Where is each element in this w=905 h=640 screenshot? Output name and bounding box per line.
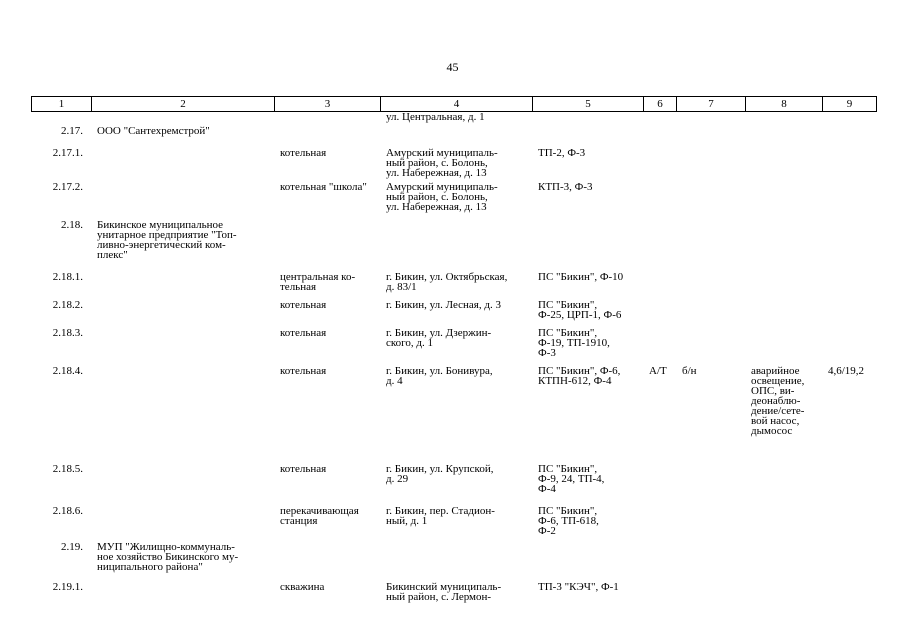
table-cell: 2.18.3. [52,327,83,339]
table-cell: перекачивающая станция [280,505,359,527]
table-row [31,220,876,272]
table-cell [91,506,274,542]
table-cell [643,182,676,220]
table-cell [822,542,876,582]
table-cell [643,328,676,366]
table-cell [643,506,676,542]
table-cell [643,148,676,182]
table-cell [643,112,676,126]
table-cell [676,464,745,506]
table-cell [91,272,274,300]
table-cell: г. Бикин, пер. Стадион- ный, д. 1 [386,505,495,527]
table-cell [745,542,822,582]
table-cell [91,582,274,608]
table-cell: Амурский муниципаль- ный район, с. Болонь, ул. Набережная, д. 13 [386,181,498,213]
table-cell: ООО "Сантехремстрой" [97,125,210,137]
table-cell [822,464,876,506]
table-cell [532,220,643,272]
table-cell [745,464,822,506]
table-cell [274,126,380,148]
table-cell [676,582,745,608]
table-cell [676,542,745,582]
table-cell [822,582,876,608]
table-body [31,112,876,608]
table-cell [380,220,532,272]
table-cell [532,112,643,126]
col-header: 1 [32,97,92,112]
table-cell [822,272,876,300]
table-header [31,96,877,112]
col-header: 8 [746,97,823,112]
table-cell [745,126,822,148]
page-number: 45 [446,60,459,74]
table-row [31,148,876,182]
table-cell: г. Бикин, ул. Лесная, д. 3 [386,299,501,311]
table-cell: ПС "Бикин", Ф-19, ТП-1910, Ф-3 [538,327,610,359]
table-cell: Амурский муниципаль- ный район, с. Болонь, ул. Набережная, д. 13 [386,147,498,179]
table-cell [91,366,274,464]
table-cell [676,506,745,542]
table-cell [745,272,822,300]
table-row [31,300,876,328]
table-cell [676,112,745,126]
table-cell: 4,6/19,2 [828,365,865,377]
table-cell [822,506,876,542]
table-cell: 2.19. [61,541,83,553]
col-header: 4 [381,97,533,112]
table-cell [676,148,745,182]
table-cell [91,464,274,506]
table-cell: ПС "Бикин", Ф-9, 24, ТП-4, Ф-4 [538,463,605,495]
table-cell: Бикинское муниципальное унитарное предприятие "Топ- ливно-энергетический ком- плекс" [97,219,237,261]
table-cell: 2.18.1. [52,271,83,283]
table-cell [91,182,274,220]
table-cell [380,126,532,148]
table-cell: 2.18.2. [52,299,83,311]
table-cell [643,582,676,608]
table-cell: 2.18.4. [52,365,83,377]
table-cell [745,220,822,272]
table-cell: Бикинский муниципаль- ный район, с. Лермон- [386,581,502,603]
table-cell: 2.18.5. [52,463,83,475]
col-header: 9 [823,97,877,112]
table-cell [91,328,274,366]
table-cell [380,542,532,582]
table-cell: 2.17. [61,125,83,137]
table-row [31,464,876,506]
table-row [31,272,876,300]
table-cell [643,220,676,272]
table-cell: б/н [682,365,697,377]
table-cell [274,542,380,582]
table-cell: КТП-3, Ф-3 [538,181,593,193]
table-cell: котельная [280,327,327,339]
table-cell: ПС "Бикин", Ф-6, КТПН-612, Ф-4 [538,365,621,387]
table-cell [745,148,822,182]
table-cell: котельная [280,463,327,475]
table-cell [643,542,676,582]
table-cell [274,220,380,272]
table-cell [745,182,822,220]
table-cell [676,182,745,220]
table-row [31,126,876,148]
table-cell [643,126,676,148]
table-cell [274,112,380,126]
table-cell: ПС "Бикин", Ф-25, ЦРП-1, Ф-6 [538,299,622,321]
table-cell [532,542,643,582]
table-row [31,328,876,366]
col-header: 6 [644,97,677,112]
table-row [31,506,876,542]
table-cell: котельная [280,147,327,159]
table-cell: ПС "Бикин", Ф-6, ТП-618, Ф-2 [538,505,599,537]
table-row [31,112,876,126]
table-cell: 2.17.2. [52,181,83,193]
table-cell [676,300,745,328]
table-cell: аварийное освещение, ОПС, ви- деонаблю- дение/сете- вой насос, дымосос [751,365,805,437]
table-cell [822,126,876,148]
table-cell [822,220,876,272]
table-cell [822,182,876,220]
table-cell [745,506,822,542]
col-header: 5 [533,97,644,112]
table-row [31,542,876,582]
table-cell: котельная [280,299,327,311]
table-cell [676,272,745,300]
table-cell: котельная [280,365,327,377]
table-row [31,366,876,464]
table-cell [532,126,643,148]
col-header: 2 [92,97,275,112]
table-cell [745,112,822,126]
table-cell: МУП "Жилищно-коммуналь- ное хозяйство Бикинского му- ниципального района" [97,541,239,573]
table-row [31,582,876,608]
table-cell [91,148,274,182]
table-cell [676,220,745,272]
table-cell [822,328,876,366]
table-cell: г. Бикин, ул. Крупской, д. 29 [386,463,494,485]
table-cell [643,300,676,328]
table-cell [91,112,274,126]
table-cell: ПС "Бикин", Ф-10 [538,271,624,283]
table-cell [31,112,91,126]
table-cell: котельная "школа" [280,181,367,193]
table-cell [822,300,876,328]
table-cell: А/Т [649,365,667,377]
col-header: 3 [275,97,381,112]
table-cell: 2.18.6. [52,505,83,517]
table-cell: ТП-3 "КЭЧ", Ф-1 [538,581,619,593]
table-cell: ул. Центральная, д. 1 [386,111,485,123]
table-cell: г. Бикин, ул. Октябрьская, д. 83/1 [386,271,508,293]
table-cell: ТП-2, Ф-3 [538,147,586,159]
table-cell [822,148,876,182]
table-cell [745,328,822,366]
table-cell: 2.18. [61,219,83,231]
col-header: 7 [677,97,746,112]
table-cell: центральная ко- тельная [280,271,356,293]
table-cell: г. Бикин, ул. Дзержин- ского, д. 1 [386,327,492,349]
table-cell [676,328,745,366]
table-cell [643,272,676,300]
table-cell: г. Бикин, ул. Бонивура, д. 4 [386,365,493,387]
table-cell: скважина [280,581,325,593]
table-cell [91,300,274,328]
table-cell: 2.17.1. [52,147,83,159]
table-cell [745,300,822,328]
table-cell [676,126,745,148]
table-cell [643,464,676,506]
table-cell [745,582,822,608]
table-cell [822,112,876,126]
table-row [31,182,876,220]
table-cell: 2.19.1. [52,581,83,593]
